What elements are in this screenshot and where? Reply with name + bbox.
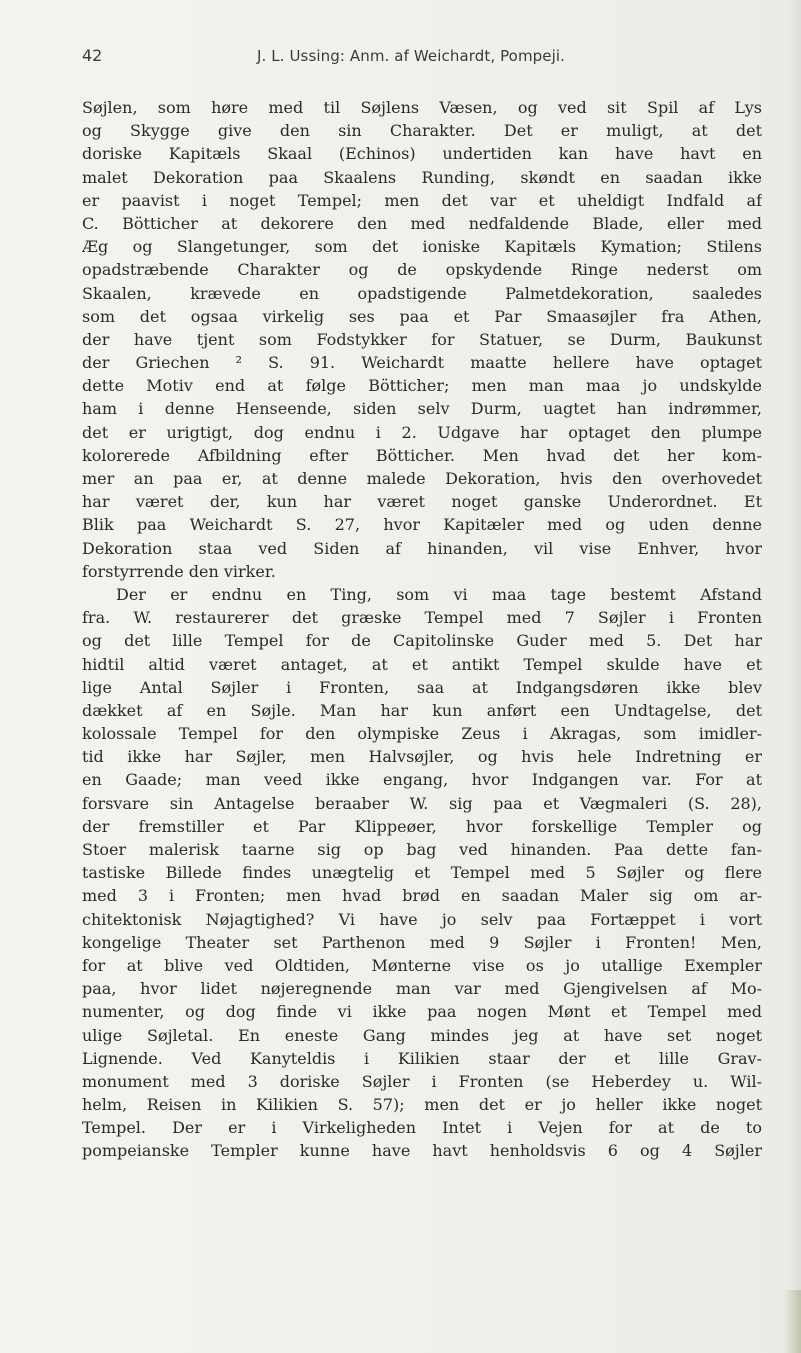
text-line: helm, Reisen in Kilikien S. 57); men det er jo heller ikke noget	[82, 1095, 762, 1115]
text-line: forsvare sin Antagelse beraaber W. sig paa et Vægmaleri (S. 28),	[82, 793, 762, 813]
text-line: for at blive ved Oldtiden, Mønterne vise os jo utallige Exempler	[82, 955, 762, 975]
text-line: Lignende. Ved Kanyteldis i Kilikien staar der et lille Grav-	[82, 1048, 762, 1068]
text-line: tid ikke har Søjler, men Halvsøjler, og hvis hele Indretning er	[82, 747, 762, 767]
text-line: Æg og Slangetunger, som det ioniske Kapitæls Kymation; Stilens	[82, 237, 762, 257]
text-line: malet Dekoration paa Skaalens Runding, skøndt en saadan ikke	[82, 167, 762, 187]
text-line: lige Antal Søjler i Fronten, saa at Indgangsdøren ikke blev	[82, 677, 762, 697]
text-line: tastiske Billede findes unægtelig et Tempel med 5 Søjler og flere	[82, 863, 762, 883]
text-line: pompeianske Templer kunne have havt henholdsvis 6 og 4 Søjler	[82, 1141, 762, 1161]
text-line: er paavist i noget Tempel; men det var et uheldigt Indfald af	[82, 190, 762, 210]
text-line: der fremstiller et Par Klippeøer, hvor forskellige Templer og	[82, 816, 762, 836]
page-edge-shadow	[787, 0, 801, 1353]
page-edge-stain	[783, 1290, 801, 1353]
text-line: hidtil altid været antaget, at et antikt Tempel skulde have et	[82, 654, 762, 674]
text-line: en Gaade; man veed ikke engang, hvor Indgangen var. For at	[82, 770, 762, 790]
page-number: 42	[82, 46, 103, 65]
text-line: og det lille Tempel for de Capitolinske Guder med 5. Det har	[82, 631, 762, 651]
text-line: har været der, kun har været noget ganske Underordnet. Et	[82, 492, 762, 512]
text-line: det er urigtigt, dog endnu i 2. Udgave har optaget den plumpe	[82, 422, 762, 442]
page-header	[82, 46, 762, 70]
text-line: Skaalen, krævede en opadstigende Palmetdekoration, saaledes	[82, 283, 762, 303]
text-line: Søjlen, som høre med til Søjlens Væsen, og ved sit Spil af Lys	[82, 98, 762, 117]
text-line: chitektonisk Nøjagtighed? Vi have jo selv paa Fortæppet i vort	[82, 909, 762, 929]
text-line: doriske Kapitæls Skaal (Echinos) undertiden kan have havt en	[82, 144, 762, 164]
text-line: som det ogsaa virkelig ses paa et Par Smaasøjler fra Athen,	[82, 306, 762, 326]
text-line: der Griechen ² S. 91. Weichardt maatte hellere have optaget	[82, 353, 762, 373]
text-line: ulige Søjletal. En eneste Gang mindes jeg at have set noget	[82, 1025, 762, 1045]
text-line: Tempel. Der er i Virkeligheden Intet i Vejen for at de to	[82, 1118, 762, 1138]
text-line: Blik paa Weichardt S. 27, hvor Kapitæler med og uden denne	[82, 515, 762, 535]
text-line: mer an paa er, at denne malede Dekoration, hvis den overhovedet	[82, 469, 762, 488]
text-line: Der er endnu en Ting, som vi maa tage bestemt Afstand	[116, 584, 762, 604]
text-line: forstyrrende den virker.	[82, 561, 276, 581]
text-line: monument med 3 doriske Søjler i Fronten (se Heberdey u. Wil-	[82, 1071, 762, 1091]
text-line: fra. W. restaurerer det græske Tempel med 7 Søjler i Fronten	[82, 608, 762, 628]
text-line: kolossale Tempel for den olympiske Zeus i Akragas, som imidler-	[82, 724, 762, 744]
text-line: kolorerede Afbildning efter Bötticher. Men hvad det her kom-	[82, 445, 762, 465]
running-head: J. L. Ussing: Anm. af Weichardt, Pompeji.	[257, 47, 566, 65]
text-line: numenter, og dog finde vi ikke paa nogen Mønt et Tempel med	[82, 1002, 762, 1022]
text-line: opadstræbende Charakter og de opskydende Ringe nederst om	[82, 260, 762, 280]
text-line: der have tjent som Fodstykker for Statuer, se Durm, Baukunst	[82, 329, 762, 349]
text-line: dette Motiv end at følge Bötticher; men man maa jo undskylde	[82, 376, 762, 396]
text-line: paa, hvor lidet nøjeregnende man var med Gjengivelsen af Mo-	[82, 979, 762, 999]
text-line: dækket af en Søjle. Man har kun anført een Undtagelse, det	[82, 700, 762, 720]
text-line: med 3 i Fronten; men hvad brød en saadan Maler sig om ar-	[82, 886, 762, 906]
body-text	[82, 96, 762, 1163]
text-line: C. Bötticher at dekorere den med nedfaldende Blade, eller med	[82, 213, 762, 233]
text-line: og Skygge give den sin Charakter. Det er muligt, at det	[82, 121, 762, 141]
text-line: Dekoration staa ved Siden af hinanden, vil vise Enhver, hvor	[82, 538, 762, 558]
text-line: ham i denne Henseende, siden selv Durm, uagtet han indrømmer,	[82, 399, 762, 419]
text-line: Stoer malerisk taarne sig op bag ved hinanden. Paa dette fan-	[82, 840, 762, 859]
text-line: kongelige Theater set Parthenon med 9 Søjler i Fronten! Men,	[82, 932, 762, 952]
